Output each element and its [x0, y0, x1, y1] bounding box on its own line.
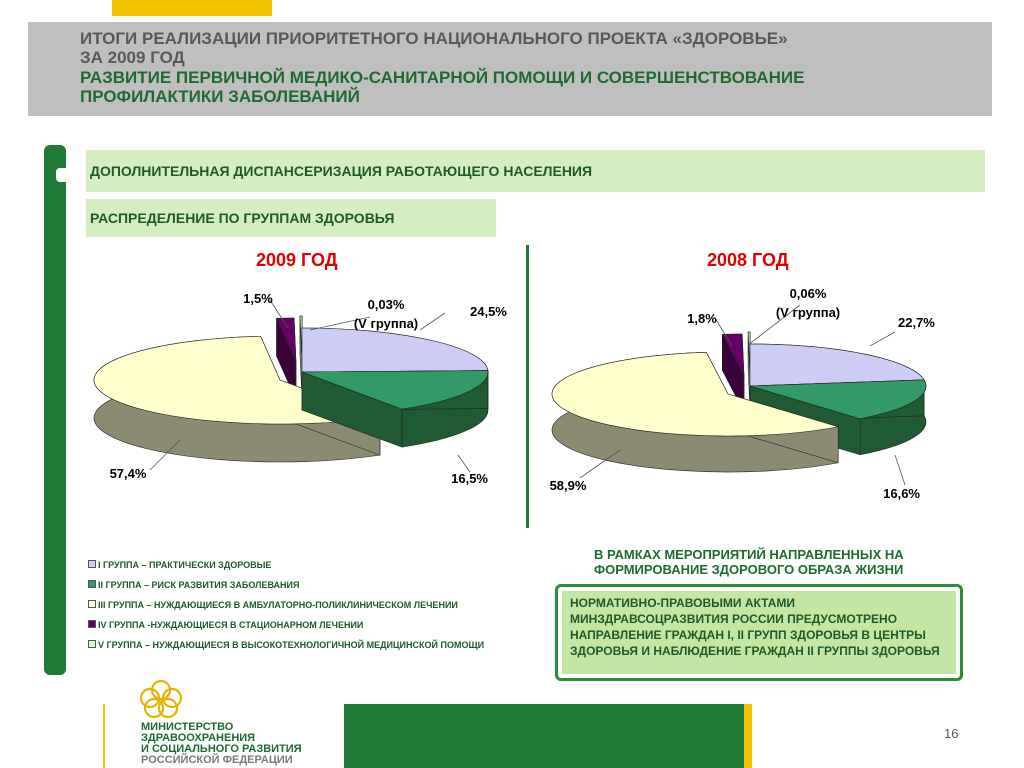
page-number: 16 [944, 726, 959, 741]
legend-label-group4: IV ГРУППА -НУЖДАЮЩИЕСЯ В СТАЦИОНАРНОМ ЛЕЧЕНИИ [98, 620, 364, 630]
legend-swatch-group5 [88, 640, 96, 648]
legend-item-group4 [88, 620, 528, 640]
ministry-name-line3: И СОЦИАЛЬНОГО РАЗВИТИЯ [141, 743, 302, 755]
ministry-name-line1: МИНИСТЕРСТВО [141, 721, 234, 733]
section-title: ДОПОЛНИТЕЛЬНАЯ ДИСПАНСЕРИЗАЦИЯ РАБОТАЮЩЕГО НАСЕЛЕНИЯ [86, 150, 985, 192]
pie-1-label-3: 58,9% [549, 478, 587, 493]
pie-1-leader-1 [870, 332, 895, 346]
legend-swatch-group4 [88, 620, 96, 628]
pie-0-label-3: 57,4% [109, 466, 147, 481]
legend-label-group2: II ГРУППА – РИСК РАЗВИТИЯ ЗАБОЛЕВАНИЯ [98, 580, 300, 590]
pie-group-1 [550, 286, 936, 501]
footer-green-band [344, 704, 744, 768]
measures-title: В РАМКАХ МЕРОПРИЯТИЙ НАПРАВЛЕННЫХ НА ФОРМИРОВАНИЕ ЗДОРОВОГО ОБРАЗА ЖИЗНИ [594, 547, 904, 577]
ministry-name-line4: РОССИЙСКОЙ ФЕДЕРАЦИИ [141, 754, 293, 766]
legend-item-group1 [88, 560, 528, 580]
legend-item-group5 [88, 640, 528, 662]
legend-swatch-group1 [88, 560, 96, 568]
legend [88, 560, 528, 662]
legend-item-group2 [88, 580, 528, 600]
pie-0-label-1: 24,5% [470, 304, 507, 319]
pie-0-label-2: 16,5% [451, 471, 488, 486]
pie-1-leader-2 [895, 455, 905, 485]
legend-label-group3: III ГРУППА – НУЖДАЮЩИЕСЯ В АМБУЛАТОРНО-ПОЛИКЛИНИЧЕСКОМ ЛЕЧЕНИИ [98, 600, 458, 610]
pie-0-annotation: (V группа) [353, 316, 419, 331]
pie-0-slice-1 [302, 328, 488, 372]
header-subtitle-line2: ПРОФИЛАКТИКИ ЗАБОЛЕВАНИЙ [80, 87, 360, 106]
chart-title-2009: 2009 ГОД [256, 250, 338, 270]
pie-1-label-4: 1,8% [687, 311, 717, 326]
chart-title-2008: 2008 ГОД [707, 250, 789, 270]
pie-0-label-4: 1,5% [243, 291, 273, 306]
pie-1-label-5: 0,06% [789, 286, 827, 301]
legend-swatch-group2 [88, 580, 96, 588]
pie-1-annotation: (V группа) [775, 305, 841, 320]
footer-divider-line [103, 704, 105, 768]
legend-item-group3 [88, 600, 528, 620]
pie-0-label-5: 0,03% [367, 297, 405, 312]
pie-1-slice-1 [750, 344, 924, 386]
pie-0-leader-1 [420, 313, 445, 330]
legend-label-group5: V ГРУППА – НУЖДАЮЩИЕСЯ В ВЫСОКОТЕХНОЛОГИЧНОЙ МЕДИЦИНСКОЙ ПОМОЩИ [98, 640, 485, 650]
pie-group-0 [94, 291, 507, 486]
header-title-line1: ИТОГИ РЕАЛИЗАЦИИ ПРИОРИТЕТНОГО НАЦИОНАЛЬНОГО ПРОЕКТА «ЗДОРОВЬЕ» [80, 29, 788, 48]
legend-swatch-group3 [88, 600, 96, 608]
pie-1-label-2: 16,6% [883, 486, 920, 501]
ministry-logo-icon [132, 678, 190, 720]
header-subtitle-line1: РАЗВИТИЕ ПЕРВИЧНОЙ МЕДИКО-САНИТАРНОЙ ПОМОЩИ И СОВЕРШЕНСТВОВАНИЕ [80, 68, 805, 87]
ministry-name-line2: ЗДРАВООХРАНЕНИЯ [141, 732, 256, 744]
pie-0-leader-2 [458, 455, 470, 472]
pie-1-label-1: 22,7% [898, 315, 935, 330]
section-subtitle: РАСПРЕДЕЛЕНИЕ ПО ГРУППАМ ЗДОРОВЬЯ [86, 199, 496, 237]
footer-yellow-band [744, 704, 752, 768]
legend-label-group1: I ГРУППА – ПРАКТИЧЕСКИ ЗДОРОВЫЕ [98, 560, 272, 570]
header-title-line2: ЗА 2009 ГОД [80, 48, 185, 67]
measures-text: НОРМАТИВНО-ПРАВОВЫМИ АКТАМИ МИНЗДРАВСОЦРАЗВИТИЯ РОССИИ ПРЕДУСМОТРЕНО НАПРАВЛЕНИЕ ГРАЖДАН I, II ГРУПП ЗДОРОВЬЯ В ЦЕНТРЫ ЗДОРОВЬЯ И НАБЛЮДЕНИЕ ГРАЖДАН II ГРУППЫ ЗДОРОВЬЯ [562, 591, 956, 674]
